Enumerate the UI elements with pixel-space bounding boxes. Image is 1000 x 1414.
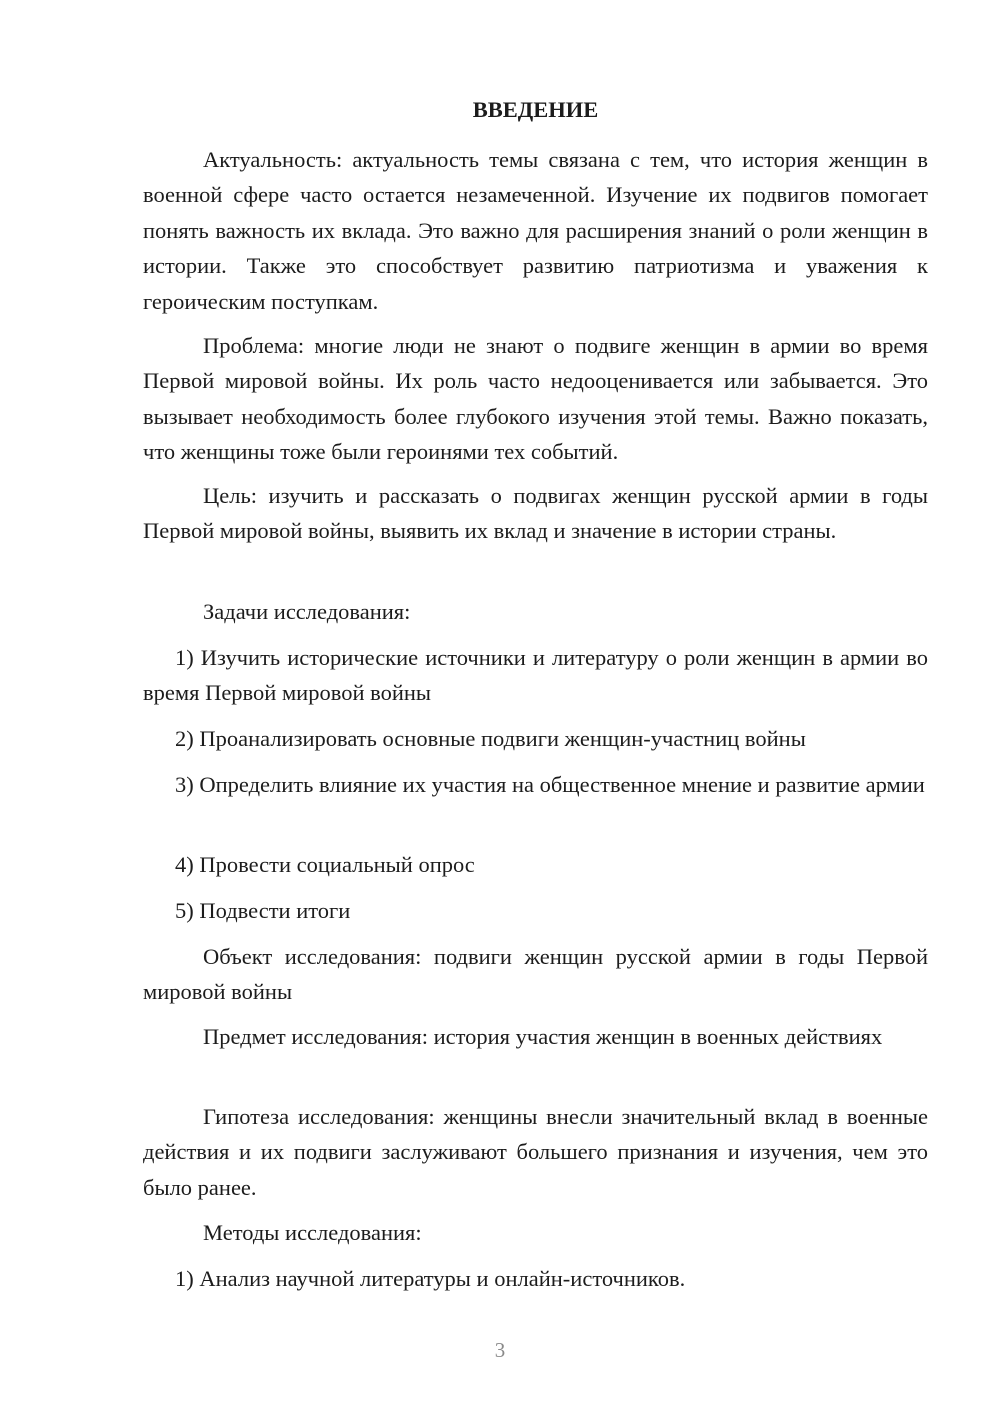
paragraph-goal: Цель: изучить и рассказать о подвигах женщин русской армии в годы Первой мировой войны, выявить их вклад и значение в истории страны.	[143, 483, 928, 544]
paragraph-relevance: Актуальность: актуальность темы связана с тем, что история женщин в военной сфере часто остается незамеченной. Изучение их подвигов помогает понять важность их вклада. Это важно для расширения знаний о роли женщин в истории. Также это способствует развитию патриотизма и уважения к героическим поступкам.	[143, 147, 928, 314]
task-item-5: 5) Подвести итоги	[175, 898, 351, 923]
task-item-2: 2) Проанализировать основные подвиги женщин-участниц войны	[175, 726, 806, 751]
tasks-heading: Задачи исследования:	[203, 599, 411, 624]
method-item-1: 1) Анализ научной литературы и онлайн-источников.	[175, 1266, 686, 1291]
paragraph-subject: Предмет исследования: история участия женщин в военных действиях	[203, 1024, 883, 1049]
task-item-1: 1) Изучить исторические источники и литературу о роли женщин в армии во время Первой мировой войны	[143, 645, 928, 706]
methods-heading: Методы исследования:	[203, 1220, 422, 1245]
task-item-4: 4) Провести социальный опрос	[175, 852, 475, 877]
paragraph-hypothesis: Гипотеза исследования: женщины внесли значительный вклад в военные действия и их подвиги заслуживают большего признания и изучения, чем это было ранее.	[143, 1104, 928, 1200]
paragraph-problem: Проблема: многие люди не знают о подвиге женщин в армии во время Первой мировой войны. Их роль часто недооценивается или забывается. Это вызывает необходимость более глубокого изучения этой темы. Важно показать, что женщины тоже были героинями тех событий.	[143, 333, 928, 465]
paragraph-object: Объект исследования: подвиги женщин русской армии в годы Первой мировой войны	[143, 944, 928, 1005]
page-number: 3	[494, 1338, 506, 1362]
section-title: ВВЕДЕНИЕ	[472, 97, 599, 122]
task-item-3: 3) Определить влияние их участия на общественное мнение и развитие армии	[175, 772, 925, 797]
